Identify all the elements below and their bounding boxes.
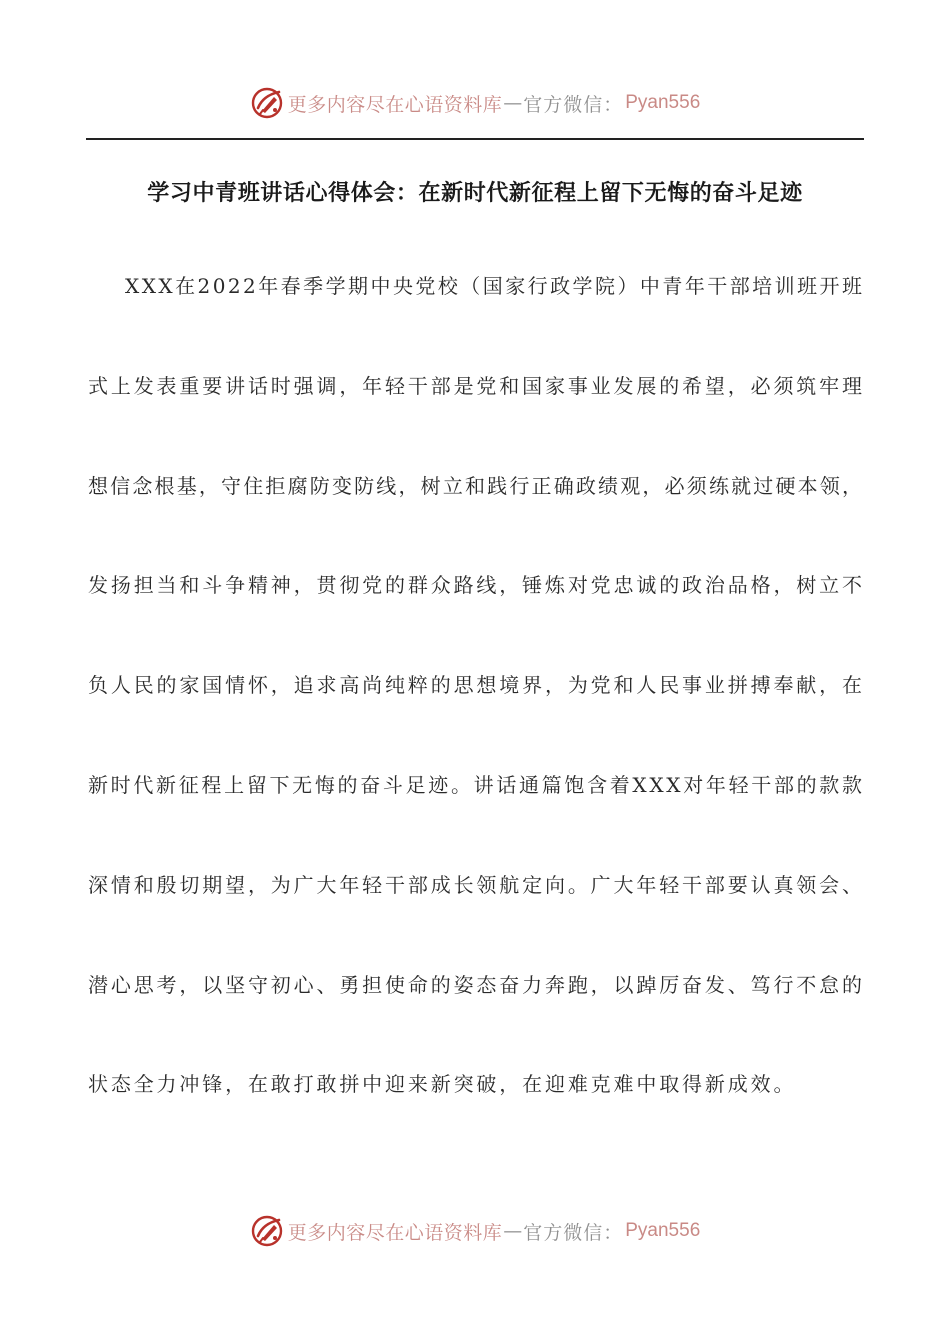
footer-official-label: 官方微信： — [523, 1221, 624, 1244]
header-wechat-id: Pyan556 — [625, 92, 701, 113]
paragraph-line: 发扬担当和斗争精神，贯彻党的群众路线，锤炼对党忠诚的政治品格，树立不 — [88, 573, 865, 598]
paragraph-line: 想信念根基，守住拒腐防变防线，树立和践行正确政绩观，必须练就过硬本领， — [88, 473, 865, 498]
header-separator: — — [503, 92, 523, 114]
header-banner — [0, 83, 950, 123]
paragraph-line: 负人民的家国情怀，追求高尚纯粹的思想境界，为党和人民事业拼搏奉献，在 — [88, 673, 865, 698]
paragraph-line: 式上发表重要讲话时强调，年轻干部是党和国家事业发展的希望，必须筑牢理 — [88, 373, 865, 398]
footer-banner — [0, 1211, 950, 1251]
paragraph-line: 深情和殷切期望，为广大年轻干部成长领航定向。广大年轻干部要认真领会、 — [88, 872, 865, 897]
header-banner-content — [250, 85, 701, 121]
header-divider — [86, 138, 864, 140]
paragraph-line: XXX在2022年春季学期中央党校（国家行政学院）中青年干部培训班开班 — [125, 274, 865, 298]
paragraph-line: 潜心思考，以坚守初心、勇担使命的姿态奋力奔跑，以踔厉奋发、笃行不怠的 — [88, 972, 865, 997]
footer-banner-content — [250, 1213, 701, 1249]
paragraph-line: 新时代新征程上留下无悔的奋斗足迹。讲话通篇饱含着XXX对年轻干部的款款 — [88, 773, 865, 797]
pen-scroll-logo-icon — [250, 85, 286, 121]
footer-wechat-id: Pyan556 — [625, 1220, 701, 1241]
footer-promo-text: 更多内容尽在心语资料库 — [287, 1221, 503, 1244]
header-official-label: 官方微信： — [523, 93, 624, 116]
paragraph-line: 状态全力冲锋，在敢打敢拼中迎来新突破，在迎难克难中取得新成效。 — [88, 1072, 797, 1097]
document-title: 学习中青班讲话心得体会：在新时代新征程上留下无悔的奋斗足迹 — [147, 181, 803, 206]
footer-separator: — — [503, 1220, 523, 1242]
pen-scroll-logo-icon — [250, 1213, 286, 1249]
header-promo-text: 更多内容尽在心语资料库 — [287, 93, 503, 116]
